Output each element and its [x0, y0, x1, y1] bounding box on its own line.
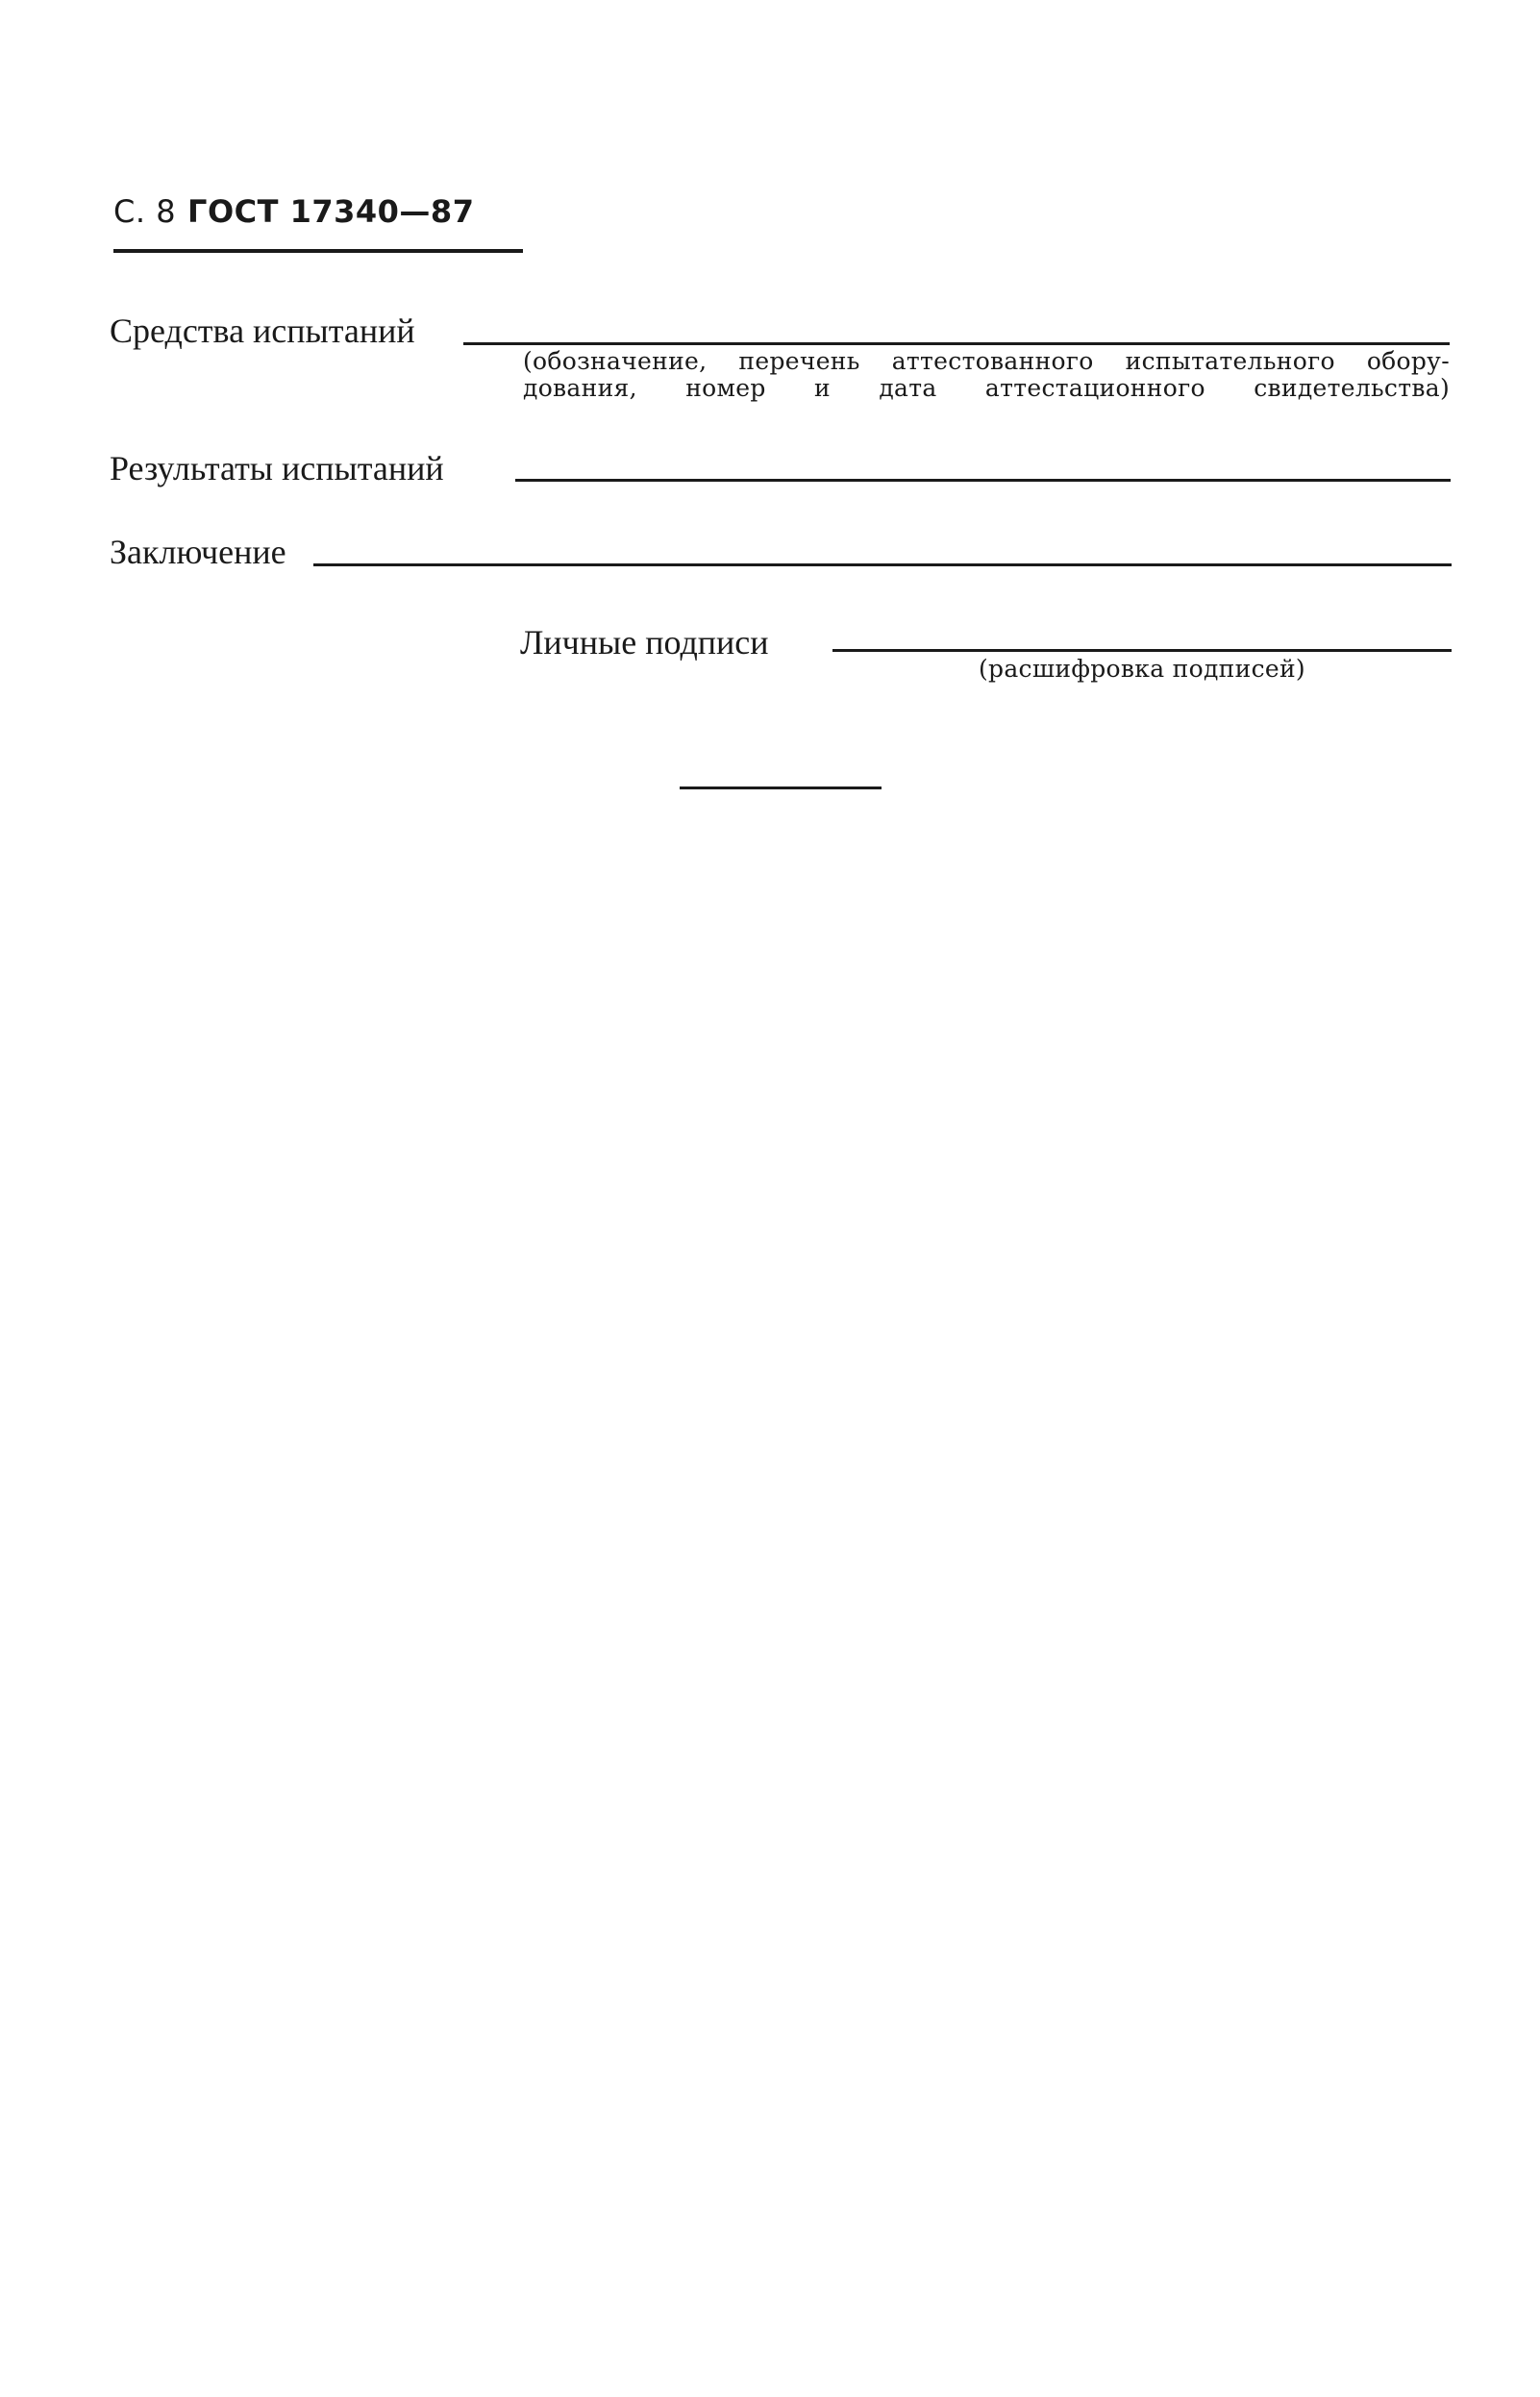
test-means-note-line-1: (обозначение, перечень аттестованного испытательного обору- — [523, 347, 1450, 375]
page-header — [113, 193, 475, 230]
page-number: С. 8 — [113, 193, 177, 230]
signatures-field-line[interactable] — [832, 649, 1452, 652]
test-means-label: Средства испытаний — [110, 312, 415, 350]
header-underline — [113, 249, 523, 253]
test-means-field-line[interactable] — [463, 342, 1450, 345]
test-means-note — [523, 348, 1450, 402]
signatures-label: Личные подписи — [520, 623, 769, 662]
test-means-note-line-2: дования, номер и дата аттестационного свидетельства) — [523, 374, 1450, 402]
conclusion-field-line[interactable] — [313, 563, 1452, 566]
end-of-page-divider — [680, 787, 882, 789]
standard-number: ГОСТ 17340—87 — [187, 193, 475, 230]
test-results-field-line[interactable] — [515, 479, 1451, 482]
conclusion-label: Заключение — [110, 533, 286, 571]
test-results-label: Результаты испытаний — [110, 449, 444, 487]
signatures-note: (расшифровка подписей) — [979, 655, 1305, 683]
